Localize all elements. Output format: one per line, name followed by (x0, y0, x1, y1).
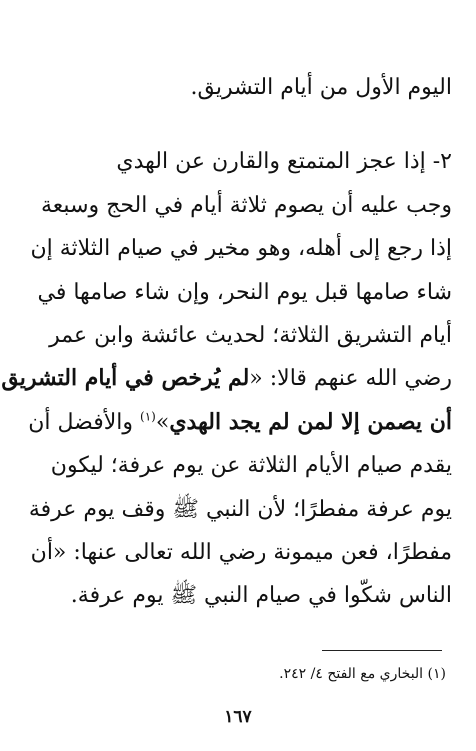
text-line (0, 357, 452, 400)
text-run: شاء صامها قبل يوم النحر، وإن شاء صامها في (37, 279, 452, 305)
text-line (0, 574, 452, 617)
text-line (0, 488, 452, 531)
hadith-quote: أن يصمن إلا لمن لم يجد الهدي (169, 408, 452, 435)
hadith-quote: لم يُرخص في أيام التشريق (1, 365, 250, 392)
text-line (0, 314, 452, 357)
text-run: ٢- إذا عجز المتمتع والقارن عن الهدي (116, 149, 452, 175)
text-run: اليوم الأول من أيام التشريق. (190, 75, 452, 100)
text-run: إذا رجع إلى أهله، وهو مخير في صيام الثلاثة إن (30, 236, 452, 262)
text-line (0, 271, 452, 314)
footnote: (١) البخاري مع الفتح ٤/ ٢٤٢. (279, 666, 446, 682)
footnote-reference: (١) (140, 409, 156, 424)
text-line (0, 66, 452, 109)
text-run: والأفضل أن (28, 409, 141, 435)
text-line (0, 184, 452, 227)
text-run: مفطرًا، فعن ميمونة رضي الله تعالى عنها: «أن (30, 539, 452, 565)
text-line (0, 444, 452, 487)
page-number: ١٦٧ (224, 707, 252, 727)
text-run: الناس شكّوا في صيام النبي ﷺ يوم عرفة. (70, 583, 452, 609)
text-run: وجب عليه أن يصوم ثلاثة أيام في الحج وسبعة (41, 192, 452, 218)
text-line (0, 227, 452, 270)
text-run: أيام التشريق الثلاثة؛ لحديث عائشة وابن عمر (49, 322, 452, 348)
text-line (0, 140, 452, 183)
text-line (0, 401, 452, 444)
text-run: يقدم صيام الأيام الثلاثة عن يوم عرفة؛ ليكون (50, 453, 452, 479)
text-run: » (155, 409, 170, 435)
text-line (0, 531, 452, 574)
text-run: رضي الله عنهم قالا: « (249, 366, 452, 392)
text-run: يوم عرفة مفطرًا؛ لأن النبي ﷺ وقف يوم عرفة (28, 496, 452, 522)
footnote-divider (322, 650, 442, 651)
body-text (0, 66, 452, 618)
